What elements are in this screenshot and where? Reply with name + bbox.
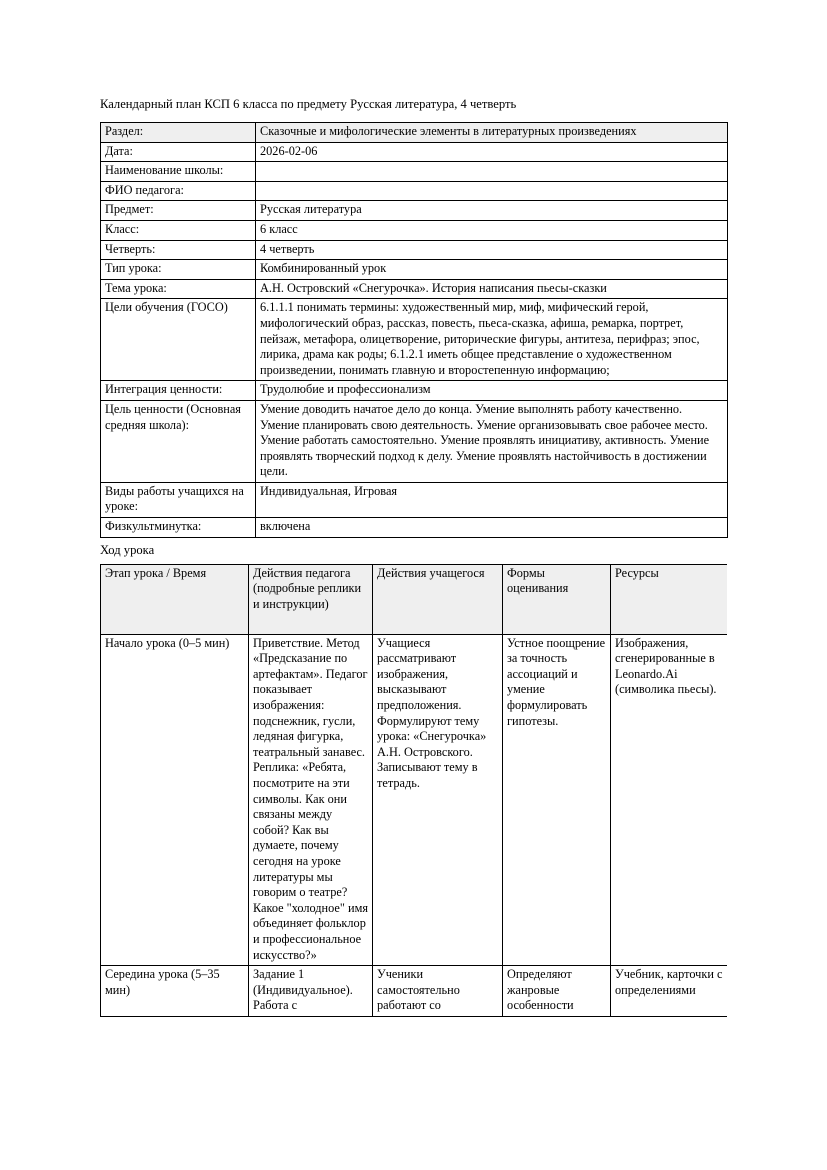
lesson-flow-clipper bbox=[100, 564, 727, 1112]
lesson-info-body bbox=[101, 123, 728, 538]
info-label-cell: Предмет: bbox=[101, 201, 256, 221]
info-label-cell: ФИО педагога: bbox=[101, 181, 256, 201]
table-row bbox=[101, 482, 728, 517]
lesson-info-table bbox=[100, 122, 728, 538]
table-row bbox=[101, 181, 728, 201]
info-value-cell: Трудолюбие и профессионализм bbox=[256, 381, 728, 401]
resources-cell: Учебник, карточки с определениями bbox=[611, 966, 728, 1017]
table-row bbox=[101, 260, 728, 280]
info-value-cell: Сказочные и мифологические элементы в литературных произведениях bbox=[256, 123, 728, 143]
table-row bbox=[101, 634, 728, 965]
info-label-cell: Класс: bbox=[101, 220, 256, 240]
info-value-cell: Индивидуальная, Игровая bbox=[256, 482, 728, 517]
info-label-cell: Четверть: bbox=[101, 240, 256, 260]
info-value-cell: Комбинированный урок bbox=[256, 260, 728, 280]
info-label-cell: Дата: bbox=[101, 142, 256, 162]
table-row bbox=[101, 201, 728, 221]
info-value-cell: А.Н. Островский «Снегурочка». История написания пьесы-сказки bbox=[256, 279, 728, 299]
section-caption: Ход урока bbox=[100, 542, 155, 557]
table-row bbox=[101, 966, 728, 1017]
table-row bbox=[101, 381, 728, 401]
info-value-cell: Русская литература bbox=[256, 201, 728, 221]
info-label-cell: Физкультминутка: bbox=[101, 518, 256, 538]
info-label-cell: Виды работы учащихся на уроке: bbox=[101, 482, 256, 517]
info-label-cell: Тема урока: bbox=[101, 279, 256, 299]
stage-cell: Середина урока (5–35 мин) bbox=[101, 966, 249, 1017]
info-value-cell: Умение доводить начатое дело до конца. Умение выполнять работу качественно. Умение планировать свою деятельность. Умение организовывать свое рабочее место. Умение работать самостоятельно. Умение проявлять инициативу, активность. Умение проявлять творческий подход к делу. Умение проявлять настойчивость в достижении цели. bbox=[256, 400, 728, 482]
info-value-cell bbox=[256, 162, 728, 182]
info-value-cell: 6.1.1.1 понимать термины: художественный мир, миф, мифический герой, мифологический образ, рассказ, повесть, пьеса-сказка, афиша, ремарка, портрет, пейзаж, метафора, олицетворение, риторические фигуры, антитеза, перифраз; эпос, лирика, драма как роды; 6.1.2.1 иметь общее представление о художественном произведении, понимать главную и второстепенную информацию; bbox=[256, 299, 728, 381]
info-label-cell: Интеграция ценности: bbox=[101, 381, 256, 401]
student-actions-cell: Учащиеся рассматривают изображения, высказывают предположения. Формулируют тему урока: «Снегурочка» А.Н. Островского. Записывают тему в тетрадь. bbox=[373, 634, 503, 965]
resources-cell: Изображения, сгенерированные в Leonardo.Ai (символика пьесы). bbox=[611, 634, 728, 965]
table-row bbox=[101, 400, 728, 482]
info-value-cell: 2026-02-06 bbox=[256, 142, 728, 162]
lesson-flow-body bbox=[101, 634, 728, 1016]
table-row bbox=[101, 220, 728, 240]
column-header: Действия педагога (подробные реплики и инструкции) bbox=[249, 564, 373, 634]
table-row bbox=[101, 162, 728, 182]
info-label-cell: Раздел: bbox=[101, 123, 256, 143]
column-header: Формы оценивания bbox=[503, 564, 611, 634]
table-row bbox=[101, 299, 728, 381]
page-title: Календарный план КСП 6 класса по предмету Русская литература, 4 четверть bbox=[100, 97, 517, 111]
table-row bbox=[101, 240, 728, 260]
table-row bbox=[101, 123, 728, 143]
info-value-cell: 4 четверть bbox=[256, 240, 728, 260]
table-row bbox=[101, 279, 728, 299]
info-value-cell bbox=[256, 181, 728, 201]
lesson-flow-head bbox=[101, 564, 728, 634]
info-label-cell: Тип урока: bbox=[101, 260, 256, 280]
lesson-flow-table bbox=[100, 564, 727, 1017]
teacher-actions-cell: Задание 1 (Индивидуальное). Работа с bbox=[249, 966, 373, 1017]
student-actions-cell: Ученики самостоятельно работают со bbox=[373, 966, 503, 1017]
column-header: Ресурсы bbox=[611, 564, 728, 634]
info-value-cell: включена bbox=[256, 518, 728, 538]
stage-cell: Начало урока (0–5 мин) bbox=[101, 634, 249, 965]
info-label-cell: Наименование школы: bbox=[101, 162, 256, 182]
column-header: Этап урока / Время bbox=[101, 564, 249, 634]
assessment-cell: Определяют жанровые особенности bbox=[503, 966, 611, 1017]
table-row bbox=[101, 142, 728, 162]
info-label-cell: Цель ценности (Основная средняя школа): bbox=[101, 400, 256, 482]
column-header: Действия учащегося bbox=[373, 564, 503, 634]
table-row bbox=[101, 518, 728, 538]
info-label-cell: Цели обучения (ГОСО) bbox=[101, 299, 256, 381]
info-value-cell: 6 класс bbox=[256, 220, 728, 240]
assessment-cell: Устное поощрение за точность ассоциаций и умение формулировать гипотезы. bbox=[503, 634, 611, 965]
table-header-row bbox=[101, 564, 728, 634]
teacher-actions-cell: Приветствие. Метод «Предсказание по артефактам». Педагог показывает изображения: подснежник, гусли, ледяная фигурка, театральный занавес. Реплика: «Ребята, посмотрите на эти символы. Как они связаны между собой? Как вы думаете, почему сегодня на уроке литературы мы говорим о театре? Какое "холодное" имя объединяет фольклор и профессиональное искусство?» bbox=[249, 634, 373, 965]
